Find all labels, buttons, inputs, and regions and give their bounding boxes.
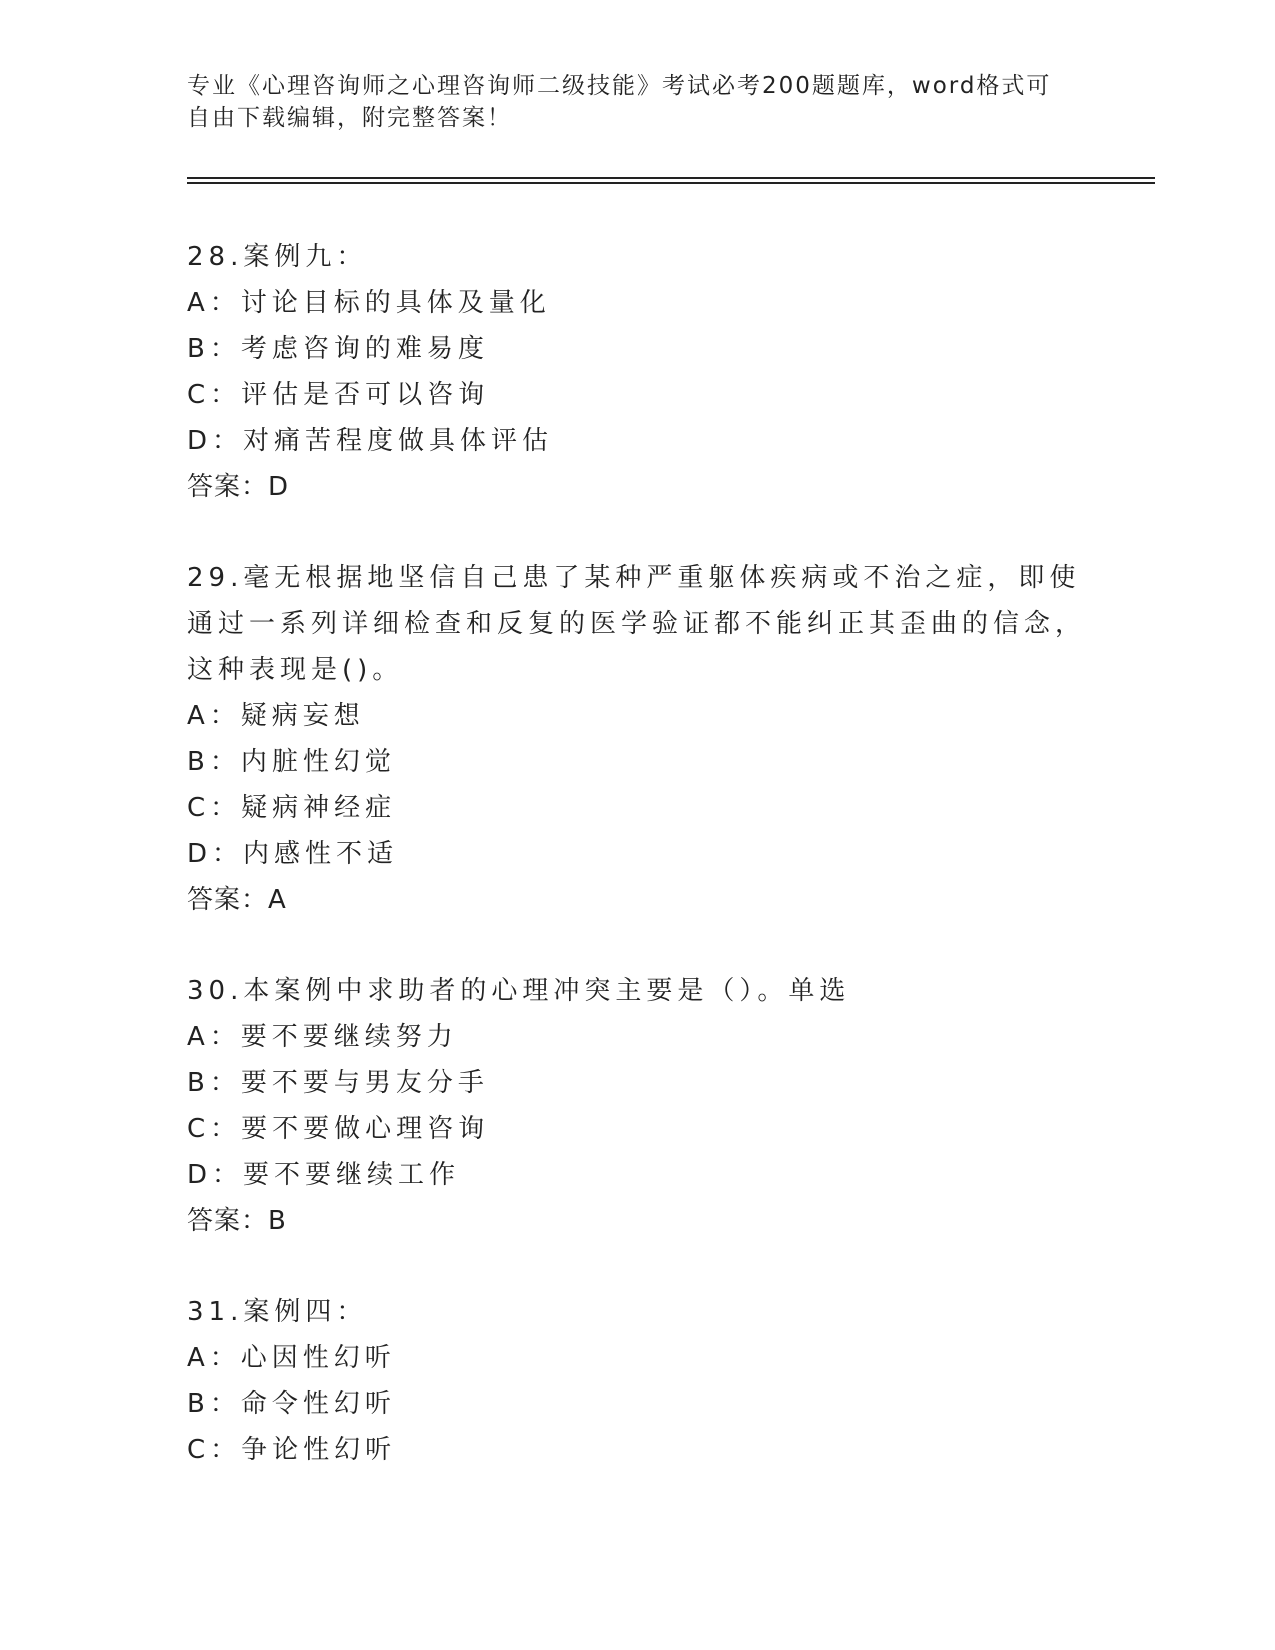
- answer-line: 答案：D: [187, 472, 290, 502]
- header-divider-top: [187, 177, 1155, 179]
- question-stem: 31.案例四：: [187, 1297, 368, 1327]
- question-stem: 28.案例九：: [187, 242, 368, 272]
- header-divider-bottom: [187, 182, 1155, 184]
- option-c: C：评估是否可以咨询: [187, 380, 490, 410]
- option-b: B：考虑咨询的难易度: [187, 334, 489, 364]
- option-c: C：疑病神经症: [187, 793, 397, 823]
- option-b: B：要不要与男友分手: [187, 1068, 489, 1098]
- option-c: C：要不要做心理咨询: [187, 1114, 490, 1144]
- question-30: [187, 968, 1087, 1244]
- question-list: [187, 234, 1087, 1518]
- option-c: C：争论性幻听: [187, 1435, 397, 1465]
- question-stem: 30.本案例中求助者的心理冲突主要是（）。单选: [187, 976, 851, 1006]
- option-b: B：内脏性幻觉: [187, 747, 396, 777]
- question-stem: 29.毫无根据地坚信自己患了某种严重躯体疾病或不治之症，即使通过一系列详细检查和反复的医学验证都不能纠正其歪曲的信念，这种表现是()。: [187, 563, 1087, 685]
- option-d: D：内感性不适: [187, 839, 399, 869]
- question-28: [187, 234, 1087, 510]
- option-a: A：心因性幻听: [187, 1343, 396, 1373]
- answer-line: 答案：B: [187, 1206, 287, 1236]
- answer-line: 答案：A: [187, 885, 287, 915]
- option-d: D：要不要继续工作: [187, 1160, 461, 1190]
- option-a: A：疑病妄想: [187, 701, 365, 731]
- document-header: 专业《心理咨询师之心理咨询师二级技能》考试必考200题题库，word格式可自由下载编辑，附完整答案！: [187, 73, 1052, 131]
- option-d: D：对痛苦程度做具体评估: [187, 426, 554, 456]
- option-a: A：要不要继续努力: [187, 1022, 458, 1052]
- question-31: [187, 1289, 1087, 1473]
- question-29: [187, 555, 1087, 923]
- option-a: A：讨论目标的具体及量化: [187, 288, 551, 318]
- option-b: B：命令性幻听: [187, 1389, 396, 1419]
